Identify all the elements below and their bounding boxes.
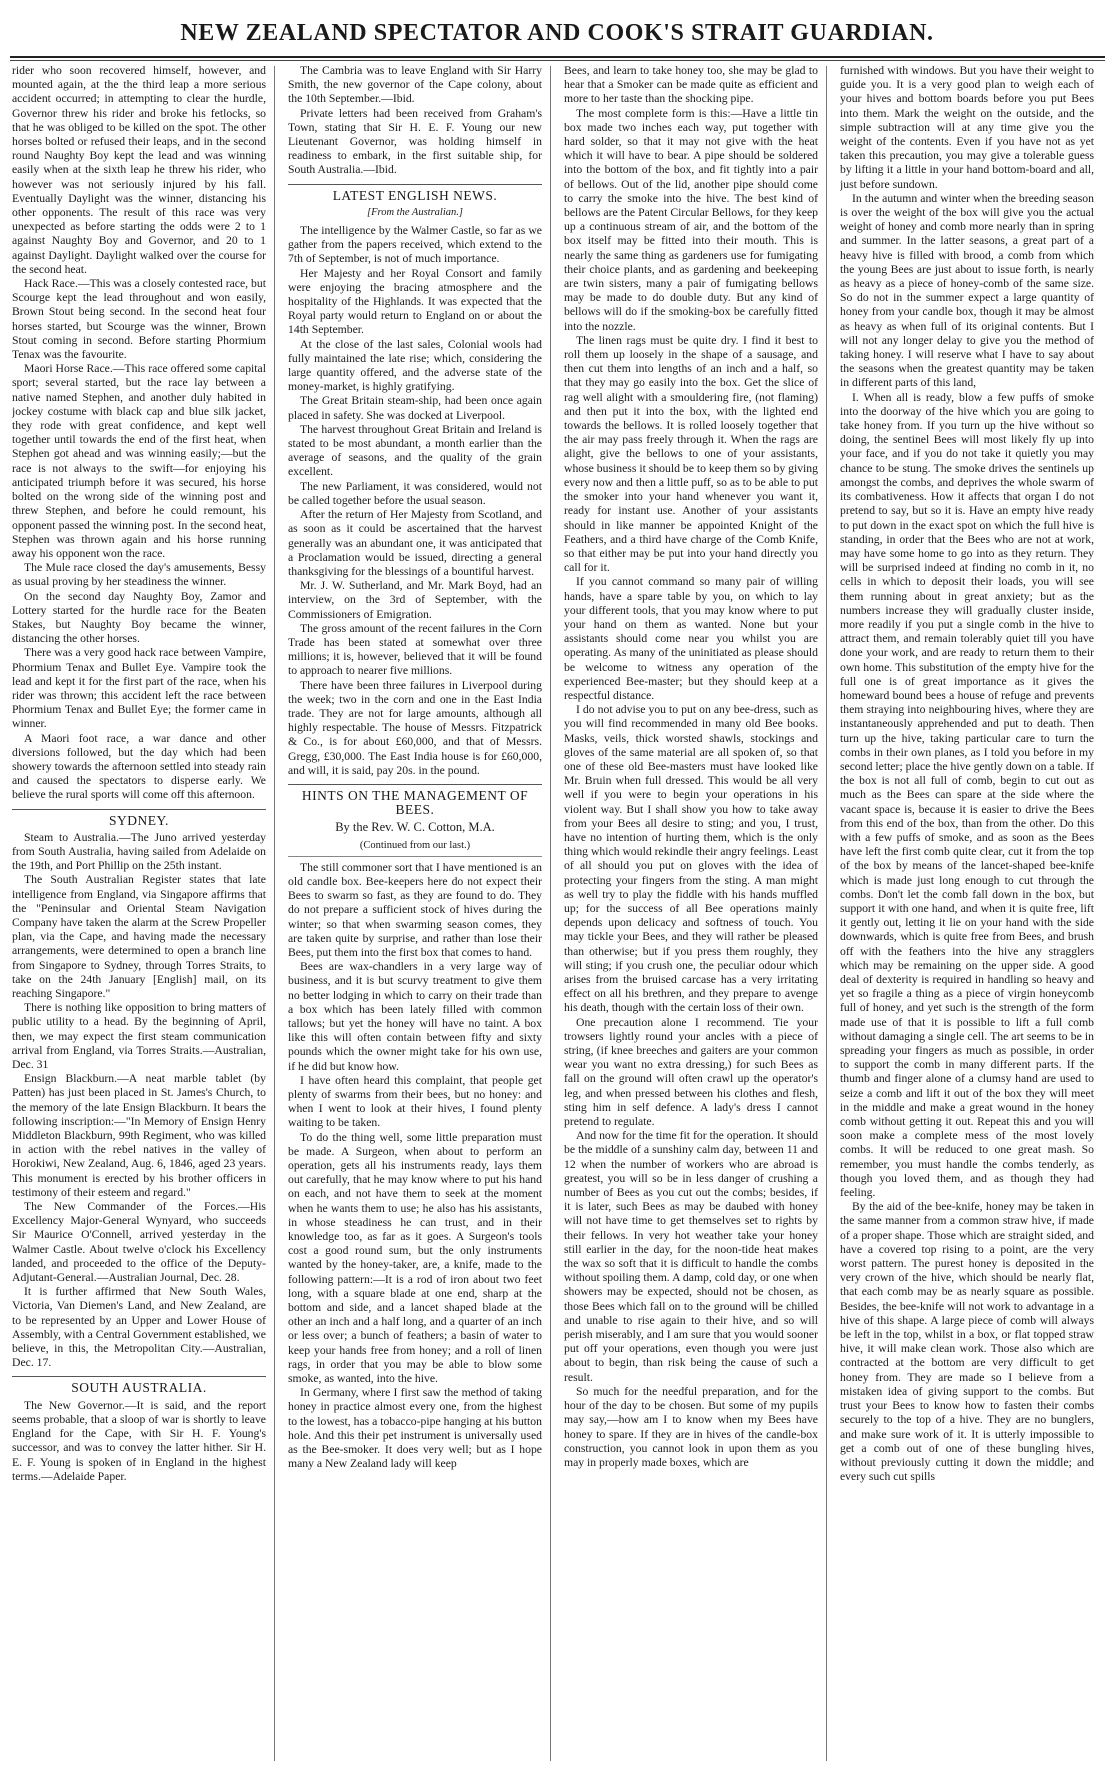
article-paragraph: I have often heard this complaint, that people get plenty of swarms from their bees, but no honey: and when I went to look at their hives, I found plenty waiting to be taken. [288,1073,542,1130]
section-heading-sydney: SYDNEY. [12,809,266,828]
article-paragraph: One precaution alone I recommend. Tie your trowsers lightly round your ancles with a piece of string, (if knee breeches and gaiters are your common wear you want no extra dressing,) for such Bees as fall on the ground will often crawl up the operator's leg, and when pressed between his clothes and flesh, sting him in self defence. A lady's dress I cannot pretend to regulate. [564,1015,818,1129]
article-paragraph: By the aid of the bee-knife, honey may be taken in the same manner from a common straw hive, if made of a proper shape. Those which are straight sided, and have a covered top rising to a point, are the very worst pattern. The purest honey is deposited in the very crown of the hive, which should be nearly flat, that each comb may be as nearly square as possible. Besides, the bee-knife will not work to advantage in a hive of this shape. A large piece of comb will always be left in the top, whilst in a box, or flat topped straw hive, it will make clean work. Those also which are contracted at the bottom are very difficult to get honey from. They are made so I believe from a mistaken idea of giving support to the combs. But trust your Bees to know how to fasten their combs securely to the top of a hive. They are no bunglers, and make sure work of it. It is utterly impossible to get a comb out of one of these bungling hives, without previously cutting it down the middle; and every such cut spills [840,1200,1094,1484]
section-heading-latest-english-news: LATEST ENGLISH NEWS. [288,184,542,203]
article-paragraph: The South Australian Register states that late intelligence from England, via Singapore affirms that the "Peninsular and Oriental Steam Navigation Company have taken the alarm at the Screw Propeller plan, via the Cape, and having made the necessary arrangements, were determined to open a branch line from Singapore to Sydney, through Torres Straits, to take on the 24th January [English] mail, on its reaching Singapore." [12,873,266,1000]
article-paragraph: And now for the time fit for the operation. It should be the middle of a sunshiny calm day, between 11 and 12 when the number of workers who are abroad is greatest, you will so be in less danger of crushing a number of Bees as you cut out the combs; besides, if it is later, such Bees as may be daubed with honey will not have time to get themselves set to rights by their fellows. In very hot weather take your honey still earlier in the day, for the noon-tide heat makes the wax so soft that it is difficult to handle the combs without spoiling them. A damp, cold day, or one when showers may be expected, should not be chosen, as those Bees which fall on to the ground will be chilled and unable to rise again to their hive, and so will perish miserably, and I am sure that you would sooner put off your operations, even though you were just about to begin, than risk being the cause of such a result. [564,1129,818,1384]
article-paragraph: Bees are wax-chandlers in a very large way of business, and it is but scurvy treatment to give them no better lodging in which to carry on their trade than a box which has been lately filled with common tallows; but yet the honey will have no taint. A box like this will often contain between fifty and sixty pounds which the owner might take for his own use, if he did but know how. [288,960,542,1073]
article-paragraph: The harvest throughout Great Britain and Ireland is stated to be most abundant, a month earlier than the average of seasons, and the quality of the grain excellent. [288,422,542,479]
article-paragraph: After the return of Her Majesty from Scotland, and as soon as it could be ascertained that the harvest generally was an abundant one, it was anticipated that a Proclamation would be issued, directing a general thanksgiving for the blessings of a bountiful harvest. [288,508,542,578]
masthead-rule-thin [10,60,1105,61]
article-paragraph: Bees, and learn to take honey too, she may be glad to hear that a Smoker can be made quite as efficient and more to her taste than the shocking pipe. [564,64,818,106]
article-paragraph: The Great Britain steam-ship, had been once again placed in safety. She was docked at Liverpool. [288,394,542,422]
column-divider [274,66,275,1761]
article-paragraph: The Cambria was to leave England with Sir Harry Smith, the new governor of the Cape colony, about the 10th September.—Ibid. [288,64,542,106]
article-paragraph: furnished with windows. But you have their weight to guide you. It is a very good plan to weigh each of your hives and bottom boards before you put Bees into them. Mark the weight on the outside, and the simple subtraction will at any time give you the weight of the contents. Even if you have not as yet taken this precaution, you may give a tolerable guess by lifting it a little in your hand bottom-board and all, just before sundown. [840,64,1094,191]
byline: By the Rev. W. C. Cotton, M.A. [335,820,495,835]
masthead-rule [10,56,1105,58]
article-paragraph: So much for the needful preparation, and for the hour of the day to be chosen. But some of my pupils may say,—how am I to know when my Bees have honey to spare. If they are in hives of the candle-box construction, you cannot look in upon them as you may in properly made boxes, which are [564,1384,818,1469]
article-paragraph: On the second day Naughty Boy, Zamor and Lottery started for the hurdle race for the Beaten Stakes, but Naughty Boy became the winner, distancing the other horses. [12,589,266,646]
article-paragraph: There have been three failures in Liverpool during the week; two in the corn and one in the East India trade. They are not for large amounts, although all highly respectable. The house of Messrs. Fitzpatrick & Co., is for about £60,000, and that of Messrs. Gregg, £30,000. The East India house is for £60,000, and will, it is said, pay 20s. in the pound. [288,678,542,777]
article-paragraph: A Maori foot race, a war dance and other diversions followed, but the day which had been showery towards the afternoon settled into steady rain and caused the spectators to disperse early. We believe the rural sports will come off this afternoon. [12,731,266,802]
source-note: [From the Australian.] [367,206,463,218]
article-paragraph: There is nothing like opposition to bring matters of public utility to a head. By the beginning of April, then, we may expect the first steam communication arrival from England, via Torres Straits.—Australian, Dec. 31 [12,1001,266,1072]
article-paragraph: rider who soon recovered himself, however, and mounted again, at the the third leap a more serious accident occurred; in attempting to clear the hurdle, Governor threw his rider and broke his fetlocks, so that he was obliged to be killed on the spot. The other horses bolted or refused their leaps, and in the second round Naughty Boy kept the lead and was winning easily when at the sixth leap he threw his rider, who however was not seriously injured by his fall. Eventually Daylight was the winner, distancing his other opponents. The result of this race was very unexpected as before starting the odds were 2 to 1 against Naughty Boy and Governor, and 20 to 1 against Daylight. Daylight walked over the course for the second heat. [12,64,266,276]
article-paragraph: There was a very good hack race between Vampire, Phormium Tenax and Bullet Eye. Vampire took the lead and kept it for the first part of the race, when his rider was thrown; this accident left the race between Phormium Tenax and Bullet Eye; the former came in winner. [12,646,266,731]
article-paragraph: In Germany, where I first saw the method of taking honey in practice almost every one, from the highest to the lowest, has a tobacco-pipe hanging at his button hole. And this their pet instrument is universally used as the Bee-smoker. It does very well; but as I hope many a New Zealand lady will keep [288,1386,542,1471]
continued-note: (Continued from our last.) [288,839,542,857]
column-4 [840,64,1094,1764]
article-paragraph: The linen rags must be quite dry. I find it best to roll them up loosely in the shape of a sausage, and then cut them into lengths of an inch and a half, so that they may go easily into the box. Get the slice of rag well alight with a smouldering fire, (not flaming) and then put it into the box, with the lighted end towards the bellows. It is rolled loosely together that the air may pass freely through it. When the rags are alight, give the bellows to one of your assistants, whose business it should be to keep them so by giving every now and then a little puff, so as to be able to put the smoker into your hand whenever you want it, ready for instant use. Another of your assistants should in like manner be appointed Knight of the Feathers, and a third have charge of the Comb Knife, so that either may be put into your hand directly you call for it. [564,333,818,575]
article-paragraph: Hack Race.—This was a closely contested race, but Scourge kept the lead throughout and won easily, Brown Stout being second. In the second heat four horses started, but Scourge was the winner, Brown Stout coming in second. Before starting Phormium Tenax was the favourite. [12,277,266,362]
article-paragraph: I. When all is ready, blow a few puffs of smoke into the doorway of the hive which you are going to take honey from. If you turn up the hive without so doing, the sentinel Bees will most likely fly up into your face, and if you do not take it quietly you may chance to be stung. The smoke drives the sentinels up amongst the combs, and deprives the whole swarm of its combativeness. How it affects that organ I do not pretend to say, but so it is. Have an empty hive ready to put down in the exact spot on which the full hive is standing, in order that the Bees who are not at work, may have some home to go into as they return. They will be surprised indeed at finding no comb in it, no cells in which to deposit their loads, you will see them running about in great anxiety; but as the numbers increase they will gradually cluster inside, more readily if you put a single comb in the hive to attract them, and remain tolerably quiet till you have done your work, and are ready to return them to their own home. This substitution of the empty hive for the full one is of great importance as it gives the homeward bound bees a house of refuge and prevents them straying into neighbouring hives, where they are instantaneously apprehended and put to death. Then turn up the hive, taking particular care to turn the combs in their own planes, as I told you before in my second letter; place the hive gently down on a table. If the box is not all full of comb, begin to cut out as much as the Bees can spare at the side where the vacant space is, because it is easier to drive the Bees from this end of the box, than from the other. Do this with a few puffs of smoke, and as soon as the Bees have left the first comb quite clear, cut it from the top of the box by means of the lancet-shaped bee-knife which is made just long enough to cut through the combs. Don't let the comb fall down in the box, but support it with one hand, and when it is quite free, lift it gently out, letting it lie on your hand with the side downwards, which is quite free from Bees, and brush off with the feathers into the hive any stragglers which may be remaining on the upper side. A good deal of dexterity is required in handling so heavy and yet so fragile a thing as a piece of virgin honeycomb full of honey, and yet such is the strength of the form made use of that it is possible to lift a full comb without damaging a single cell. The art seems to be in spreading your fingers as much as possible, in order to support the comb in many different parts. If the thumb and finger alone of a clumsy hand are used to seize a comb and lift it out of the box they will meet in the middle and make a great wound in the honey comb without getting it out. Repeat this and you will soon make a complete mess of the most lovely combs. It will be reduced to one great mash. So remember, you must handle the combs tenderly, as though you loved them, and as though they had feeling. [840,390,1094,1200]
article-paragraph: The New Governor.—It is said, and the report seems probable, that a sloop of war is shortly to leave England for the Cape, with Sir H. F. Young's successor, and was to convey the latter hither. Sir H. E. F. Young is spoken of in England in the highest terms.—Adelaide Paper. [12,1398,266,1483]
article-paragraph: Ensign Blackburn.—A neat marble tablet (by Patten) has just been placed in St. James's Church, to the memory of the late Ensign Blackburn. It bears the following inscription:—"In Memory of Ensign Henry Middleton Blackburn, 99th Regiment, who was killed in action with the rebel natives in the valley of Horokiwi, New Zealand, Aug. 6, 1846, aged 23 years. This monument is erected by his brother officers in testimony of their esteem and regard." [12,1072,266,1199]
column-2 [288,64,542,1764]
article-paragraph: The most complete form is this:—Have a little tin box made two inches each way, put together with hard solder, so that it may not give with the heat which it will have to bear. A pipe should be soldered into the bottom of the box, and fit tightly into a pair of bellows. Out of the lid, another pipe should come to carry the smoke into the hive. The best kind of bellows are the Patent Circular Bellows, for they keep up a continuous stream of air, and the bottom of the box itself may be fitted into their mouth. This is nearly the same thing as gardeners use for fumigating their choice plants, and as gardening and beekeeping are twin sisters, many a pair of fumigating bellows may be made to do double duty. But any kind of bellows will do if the smoking-box be carefully fitted into the nozzle. [564,106,818,333]
masthead-title: NEW ZEALAND SPECTATOR AND COOK'S STRAIT GUARDIAN. [180,20,934,46]
article-paragraph: It is further affirmed that New South Wales, Victoria, Van Diemen's Land, and New Zealand, are to be represented by an Upper and Lower House of Assembly, with a Central Government established, we believe, in this, the Metropolitan City.—Australian, Dec. 17. [12,1285,266,1370]
article-paragraph: The New Commander of the Forces.—His Excellency Major-General Wynyard, who succeeds Sir Maurice O'Connell, arrived yesterday in the Walmer Castle. About twelve o'clock his Excellency landed, and proceeded to the office of the Deputy-Adjutant-General.—Australian Journal, Dec. 28. [12,1200,266,1285]
article-paragraph: Her Majesty and her Royal Consort and family were enjoying the bracing atmosphere and the hospitality of the Highlands. It was expected that the Royal party would return to England on or about the 14th September. [288,266,542,337]
column-divider [826,66,827,1761]
article-paragraph: I do not advise you to put on any bee-dress, such as you will find recommended in many old Bee books. Masks, veils, thick worsted shawls, stockings and gloves of the same material are all spoken of, so that one of these old Bee-masters must have looked like Mr. Bruin when full dressed. This would be all very well if you were to begin your operations in his violent way. But I shall show you how to take away from your Bees all desire to sting; and you, I trust, have no intention of hurting them, which is the only thing which would rekindle their angry feelings. Least of all should you put on gloves with the idea of protecting your fingers from the sting. A man might as well try to play the fiddle with his hands muffled up; for the success of all Bee operations mainly depends upon delicacy and softness of touch. You may tickle your Bees, and they will rather be pleased than otherwise; but if you press them roughly, they will sting; if you crush one, the peculiar odour which arises from the bruised carcase has a very irritating effect on all his brethren, and they prepare to avenge his death, though with the certain loss of their own. [564,703,818,1015]
article-paragraph: Maori Horse Race.—This race offered some capital sport; several started, but the race lay between a native named Stephen, and another duly habited in jockey costume with black cap and blue silk jacket, they rode with great confidence, and kept well together until towards the end of the first heat, when Stephen got ahead and was winning easily;—but the race is not always to the swift—for enjoying his anticipated triumph before it was secured, his horse bolted on the wrong side of the winning post and threw Stephen, and before he could remount, his opponent passed the winning post. In the second heat, Stephen was thrown again and his horse running away his opponent won the race. [12,362,266,560]
column-1 [12,64,266,1764]
article-paragraph: To do the thing well, some little preparation must be made. A Surgeon, when about to perform an operation, gets all his instruments ready, lays them out carefully, that he may know where to put his hand on each, and not have them to seek at the moment when he wants them to use; he also has his assistants, in whose steadiness he can trust, and in their knowledge too, as far as it goes. A Surgeon's tools cost a good round sum, but the only instruments wanted by the honey-taker, are, a knife, made to the following pattern:—It is a rod of iron about two feet long, with a square blade at one end, sharp at the bottom and side, and a lancet shaped blade at the other an inch and a half long, and a quarter of an inch or less over; a bunch of feathers; a basin of water to keep your hands free from honey; and a roll of linen rags, in order that you may be able to blow some smoke, as wanted, into the hive. [288,1130,542,1386]
section-heading-bees: HINTS ON THE MANAGEMENT OF BEES. [288,784,542,817]
article-paragraph: The still commoner sort that I have mentioned is an old candle box. Bee-keepers here do not expect their Bees to swarm so fast, as they are found to do. They do not prepare a sufficient stock of hives during the winter; so that when swarming season comes, they are taken quite by surprise, and rather than lose their Bees, put them into the first box that comes to hand. [288,860,542,959]
article-paragraph: The Mule race closed the day's amusements, Bessy as usual proving by her steadiness the winner. [12,561,266,589]
article-paragraph: At the close of the last sales, Colonial wools had fully maintained the late rise; which, considering the large quantity offered, and the adverse state of the money-market, is highly gratifying. [288,337,542,394]
article-paragraph: If you cannot command so many pair of willing hands, have a spare table by you, on which to lay your different tools, that you may know where to put your hand on them as wanted. None but your assistants should come near you whilst you are operating. As many of the uninitiated as please should be welcome to witness any operation of the experienced Bee-master; but they should keep at a respectful distance. [564,575,818,702]
article-paragraph: The intelligence by the Walmer Castle, so far as we gather from the papers received, which extend to the 7th of September, is not of much importance. [288,224,542,266]
article-paragraph: In the autumn and winter when the breeding season is over the weight of the box will give you the actual weight of honey and comb more nearly than in spring and summer. In the latter seasons, a great part of a heavy hive is filled with brood, a comb from which the young Bees are just about to issue forth, is nearly as heavy as a piece of honey-comb of the same size. So do not in the summer expect a large quantity of honey from your candle box, though it may be almost as heavy as when full of its original contents. But I will not any longer delay to give you the method of taking honey. I will reserve what I have to say about the seasons when the greatest quantity may be taken in different parts of this land, [840,191,1094,390]
article-paragraph: Steam to Australia.—The Juno arrived yesterday from South Australia, having sailed from Adelaide on the 19th, and Port Phillip on the 25th instant. [12,830,266,873]
article-paragraph: Mr. J. W. Sutherland, and Mr. Mark Boyd, had an interview, on the 3rd of September, with the Commissioners of Emigration. [288,579,542,621]
article-paragraph: The new Parliament, it was considered, would not be called together before the usual season. [288,479,542,507]
column-divider [550,66,551,1761]
column-3 [564,64,818,1764]
article-paragraph: Private letters had been received from Graham's Town, stating that Sir H. E. F. Young our new Lieutenant Governor, was holding himself in readiness to embark, in the first suitable ship, for South Australia.—Ibid. [288,106,542,177]
article-paragraph: The gross amount of the recent failures in the Corn Trade has been stated at somewhat over three millions; it is, however, believed that it will be found to approach to nearer five millions. [288,621,542,678]
section-heading-south-australia: SOUTH AUSTRALIA. [12,1376,266,1395]
